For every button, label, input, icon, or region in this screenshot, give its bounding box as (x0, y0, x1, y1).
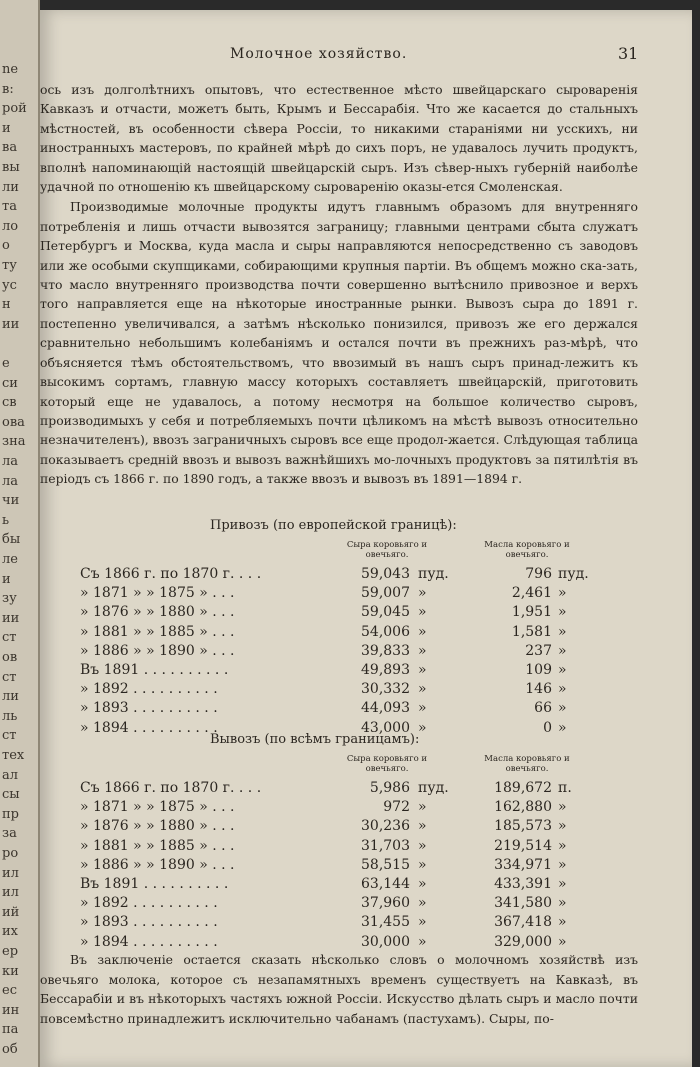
paragraph: Въ заключеніе остается сказать нѣсколько словъ о молочномъ хозяйствѣ изъ овечьяго молока, которое съ незапамятныхъ временъ существуетъ на Кавказѣ, въ Бессарабіи и въ нѣкоторыхъ частяхъ южной Россіи. Искусство дѣлать сыръ и масло почти повсемѣстно принадлежитъ исключительно чабанамъ (пастухамъ). Сыры, по- (40, 952, 638, 1026)
left-page-fragment: их (2, 924, 18, 940)
cheese-value: 54,006 (361, 623, 410, 640)
row-label: » 1871 » » 1875 » . . . (80, 585, 235, 602)
cheese-unit: » (418, 623, 427, 640)
cheese-unit: » (418, 604, 427, 621)
row-label: » 1876 » » 1880 » . . . (80, 818, 235, 835)
table-row (40, 838, 640, 858)
butter-unit: » (558, 585, 567, 602)
left-page-fragment: пр (2, 806, 19, 822)
left-page-fragment: ии (2, 610, 20, 626)
cheese-unit: » (418, 914, 427, 931)
cheese-value: 49,893 (361, 662, 410, 678)
left-page-fragment: та (2, 199, 17, 215)
left-page-fragment: ки (2, 963, 19, 979)
butter-unit: » (558, 623, 567, 640)
row-label: » 1892 . . . . . . . . . . (80, 895, 218, 912)
left-page-fragment: за (2, 826, 17, 842)
left-page-fragment: сы (2, 787, 20, 803)
butter-value: 1,951 (511, 604, 552, 621)
cheese-value: 59,043 (361, 566, 410, 582)
row-label: » 1871 » » 1875 » . . . (80, 799, 235, 816)
left-page-fragment: вы (2, 160, 20, 175)
cheese-unit: » (418, 895, 427, 912)
row-label: » 1881 » » 1885 » . . . (80, 623, 235, 640)
row-label: » 1886 » » 1890 » . . . (80, 856, 235, 873)
left-page-fragment: па (2, 1022, 19, 1038)
left-page-fragment: ст (2, 630, 17, 646)
book-page (40, 10, 692, 1067)
butter-value: 1,581 (511, 623, 552, 640)
cheese-value: 44,093 (361, 700, 410, 717)
left-page-fragment: си (2, 375, 18, 391)
table-row (40, 566, 640, 586)
butter-value: 341,580 (494, 895, 552, 912)
cheese-unit: » (418, 818, 427, 835)
butter-unit: » (558, 642, 567, 659)
left-page-fragment: ий (2, 904, 20, 920)
row-label: » 1893 . . . . . . . . . . (80, 700, 218, 717)
cheese-unit: » (418, 719, 427, 736)
table-row (40, 895, 640, 915)
butter-value: 146 (525, 681, 552, 698)
import-col-butter: Масла коровьяго и овечьяго. (484, 540, 570, 560)
table-row (40, 643, 640, 663)
page-number: 31 (618, 44, 639, 63)
left-page-fragment: ли (2, 689, 19, 705)
left-page-fragment: ва (2, 140, 18, 156)
butter-value: 367,418 (494, 914, 552, 931)
cheese-value: 30,332 (361, 681, 410, 698)
table-row (40, 780, 640, 800)
table-row (40, 914, 640, 934)
butter-unit: » (558, 856, 567, 873)
butter-unit: » (558, 681, 567, 698)
butter-value: 329,000 (494, 933, 552, 950)
cheese-unit: » (418, 933, 427, 950)
left-page-fragment: зна (2, 434, 26, 450)
left-page-fragment: св (2, 395, 17, 411)
left-page-fragment: ер (2, 944, 19, 959)
left-page-fragment: ил (2, 865, 19, 881)
butter-value: 0 (543, 719, 552, 736)
butter-unit: » (558, 604, 567, 621)
row-label: » 1886 » » 1890 » . . . (80, 642, 235, 659)
cheese-unit: пуд. (418, 566, 449, 582)
butter-unit: » (558, 876, 567, 892)
butter-value: 433,391 (494, 876, 552, 892)
left-page-fragment: бы (2, 532, 21, 548)
left-page-fragment: чи (2, 493, 20, 509)
cheese-unit: » (418, 837, 427, 854)
row-label: » 1893 . . . . . . . . . . (80, 914, 218, 931)
row-label: Съ 1866 г. по 1870 г. . . . (80, 780, 262, 796)
row-label: » 1876 » » 1880 » . . . (80, 604, 235, 621)
cheese-unit: » (418, 681, 427, 698)
butter-value: 162,880 (494, 799, 552, 816)
left-page-fragment: ии (2, 316, 20, 332)
cheese-value: 31,703 (361, 837, 410, 854)
running-title: Молочное хозяйство. (230, 46, 408, 62)
row-label: » 1894 . . . . . . . . . . (80, 719, 218, 736)
cheese-value: 37,960 (361, 895, 410, 912)
left-page-fragment: зу (2, 591, 17, 607)
left-page-fragment: ал (2, 767, 19, 783)
cheese-unit: » (418, 856, 427, 873)
cheese-unit: » (418, 799, 427, 816)
left-page-fragment: об (2, 1042, 18, 1057)
row-label: » 1894 . . . . . . . . . . (80, 933, 218, 950)
left-page-fragment: ту (2, 258, 17, 273)
butter-value: 2,461 (511, 585, 552, 602)
import-table-title: Привозъ (по европейской границѣ): (210, 518, 457, 533)
left-page-fragment: тех (2, 748, 25, 763)
export-col-cheese: Сыра коровьяго и овечьяго. (346, 754, 428, 774)
cheese-unit: » (418, 876, 427, 892)
cheese-value: 58,515 (361, 856, 410, 873)
row-label: Въ 1891 . . . . . . . . . . (80, 876, 229, 892)
butter-value: 109 (525, 662, 552, 678)
butter-unit: » (558, 895, 567, 912)
cheese-value: 30,000 (361, 933, 410, 950)
cheese-value: 5,986 (369, 780, 410, 796)
butter-unit: » (558, 837, 567, 854)
closing-paragraph (40, 950, 638, 1029)
cheese-value: 43,000 (361, 719, 410, 736)
table-row (40, 585, 640, 605)
cheese-unit: » (418, 662, 427, 678)
butter-value: 796 (525, 566, 552, 582)
left-page-fragment: ло (2, 218, 19, 234)
butter-value: 185,573 (494, 818, 552, 835)
cheese-value: 39,833 (361, 642, 410, 659)
left-page-fragment: ла (2, 473, 19, 489)
cheese-value: 30,236 (361, 818, 410, 835)
left-page-fragment: ст (2, 728, 17, 744)
left-page-fragment: ла (2, 454, 19, 469)
butter-unit: » (558, 700, 567, 717)
paragraph: ось изъ долголѣтнихъ опытовъ, что естественное мѣсто швейцарскаго сыроваренія Кавказъ и отчасти, можетъ быть, Крымъ и Бессарабія. Что же касается до стальныхъ мѣстностей, въ особенности сѣвера Россіи, то никакими стараніями ни усскихъ, ни иностранныхъ мастеровъ, по крайней мѣрѣ до сихъ поръ, не удавалось лучить продуктъ, вполнѣ напоминающій настоящій швейцарскій сыръ. Изъ сѣвер-ныхъ губерній наиболѣе удачной по отношенію къ швейцарскому сыроваренію оказы-ется Смоленская. (40, 82, 638, 195)
row-label: » 1881 » » 1885 » . . . (80, 837, 235, 854)
left-page-fragment: ле (2, 552, 18, 567)
left-page-fragment: ро (2, 846, 19, 861)
left-page-fragment: ли (2, 179, 19, 195)
left-page-fragment: ес (2, 983, 17, 999)
butter-value: 237 (525, 642, 552, 659)
left-page-fragment: ова (2, 414, 25, 430)
left-page-fragment: е (2, 356, 10, 371)
table-row (40, 876, 640, 896)
table-row (40, 799, 640, 819)
butter-value: 219,514 (494, 837, 552, 854)
row-label: Въ 1891 . . . . . . . . . . (80, 662, 229, 678)
left-page-fragment: рой (2, 101, 27, 117)
butter-value: 66 (534, 700, 552, 717)
table-row (40, 604, 640, 624)
paragraph: Производимые молочные продукты идутъ главнымъ образомъ для внутренняго потребленія и лишь отчасти вывозятся заграницу; главными центрами сбыта служатъ Петербургъ и Москва, куда масла и сыры направляются непосредственно съ заводовъ или же особыми скупщиками, собирающими крупныя партіи. Въ общемъ можно ска-зать, что масло внутренняго производства почти совершенно вытѣснило привозное и верхъ того направляется еще на нѣкоторые иностранные рынки. Вывозъ сыра до 1891 г. постепенно увеличивался, а затѣмъ нѣсколько понизился, привозъ же его держался сравнительно небольшимъ колебаніямъ и остался почти въ прежнихъ раз-мѣрѣ, что объясняется тѣмъ обстоятельствомъ, что ввозимый въ нашъ сыръ принад-лежитъ къ высокимъ сортамъ, главную массу которыхъ составляетъ швейцарскій, приготовить который еще не удавалось, а потому несмотря на большое количество сыровъ, производимыхъ у себя и потребляемыхъ почти цѣликомъ на мѣстѣ вывозъ относительно незначителенъ), ввозъ заграничныхъ сыровъ все еще продол-жается. Слѣдующая таблица показываетъ средній ввозъ и вывозъ важнѣйшихъ мо-лочныхъ продуктовъ за пятилѣтія въ періодъ съ 1866 г. по 1890 годъ, а также ввозъ и вывозъ въ 1891—1894 г. (40, 199, 638, 487)
table-row (40, 857, 640, 877)
cheese-unit: » (418, 700, 427, 717)
left-page-fragment: ne (2, 62, 19, 77)
left-page-fragment: и (2, 571, 11, 587)
cheese-value: 972 (383, 799, 410, 816)
export-col-butter: Масла коровьяго и овечьяго. (484, 754, 570, 774)
row-label: Съ 1866 г. по 1870 г. . . . (80, 566, 262, 582)
cheese-value: 59,007 (361, 585, 410, 602)
cheese-value: 31,455 (361, 914, 410, 931)
left-page-fragment: о (2, 238, 10, 254)
butter-unit: п. (558, 780, 572, 796)
left-page-fragment: н (2, 297, 11, 313)
butter-unit: » (558, 662, 567, 678)
table-row (40, 700, 640, 720)
import-col-cheese: Сыра коровьяго и овечьяго. (346, 540, 428, 560)
butter-unit: » (558, 914, 567, 931)
butter-value: 189,672 (494, 780, 552, 796)
left-page-fragment: в: (2, 81, 14, 97)
left-page-fragment: ль (2, 708, 18, 724)
body-text (40, 80, 638, 490)
left-page-fragment: ст (2, 669, 17, 685)
left-page-fragment: ил (2, 885, 19, 901)
table-row (40, 818, 640, 838)
left-page-fragment: ус (2, 277, 17, 293)
adjacent-page-edge (0, 0, 40, 1067)
butter-unit: » (558, 719, 567, 736)
left-page-fragment: ь (2, 512, 10, 528)
left-page-fragment: ов (2, 650, 18, 665)
left-page-fragment: и (2, 120, 11, 136)
butter-value: 334,971 (494, 856, 552, 873)
butter-unit: пуд. (558, 566, 589, 582)
table-row (40, 624, 640, 644)
cheese-unit: пуд. (418, 780, 449, 796)
export-table-title: Вывозъ (по всѣмъ границамъ): (210, 732, 420, 747)
page-header (40, 46, 640, 66)
butter-unit: » (558, 799, 567, 816)
left-page-fragment: ин (2, 1002, 20, 1018)
table-row (40, 681, 640, 701)
butter-unit: » (558, 933, 567, 950)
row-label: » 1892 . . . . . . . . . . (80, 681, 218, 698)
cheese-unit: » (418, 642, 427, 659)
table-row (40, 662, 640, 682)
butter-unit: » (558, 818, 567, 835)
cheese-unit: » (418, 585, 427, 602)
cheese-value: 63,144 (361, 876, 410, 892)
cheese-value: 59,045 (361, 604, 410, 621)
